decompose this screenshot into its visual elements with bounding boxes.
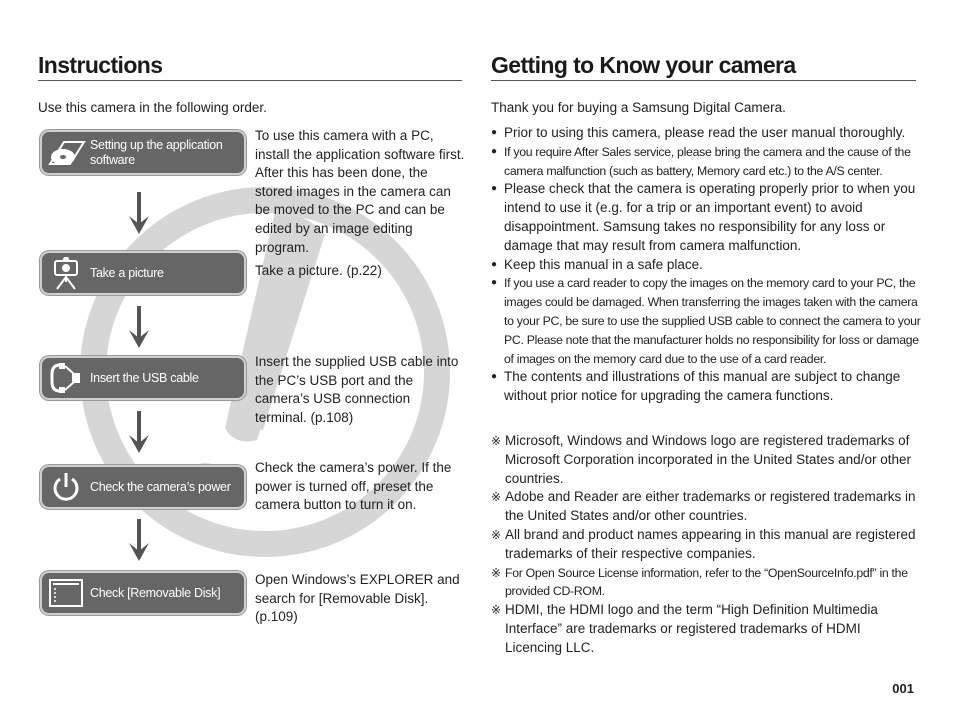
list-item: ● If you use a card reader to copy the images on the memory card to your PC, the images could be damaged. When transferring the images taken with the camera to your PC, be sure to use the supplied USB cable to connect the camera to your PC. Please note that the manufacturer holds no responsibility for loss or damage of images on the memory card due to the use of a card reader. (491, 274, 921, 368)
down-arrow-icon (129, 306, 149, 348)
power-icon (42, 465, 90, 509)
list-item: ※ Adobe and Reader are either trademarks or registered trademarks in the United States and/or other countries. (491, 488, 921, 526)
step-description: To use this camera with a PC, install the application software first. After this has been done, the stored images in the camera can be moved to the PC and can be edited by an image editing program. (255, 128, 465, 255)
camera-tripod-icon (42, 251, 90, 295)
step-description: Open Windows’s EXPLORER and search for [Removable Disk]. (p.109) (255, 572, 460, 625)
page-number: 001 (892, 681, 914, 696)
list-item: ● Prior to using this camera, please read the user manual thoroughly. (491, 124, 921, 143)
step-description: Insert the supplied USB cable into the PC’s USB port and the camera’s USB connection terminal. (p.108) (255, 354, 459, 425)
title-rule (491, 80, 916, 81)
precautions-list (491, 124, 921, 406)
step-take-picture (40, 251, 246, 295)
down-arrow-icon (129, 192, 149, 234)
instructions-intro: Use this camera in the following order. (38, 100, 267, 115)
step-check-removable-disk (40, 571, 246, 615)
step-insert-usb (40, 356, 246, 400)
step-label: Insert the USB cable (90, 370, 199, 385)
list-item: ● If you require After Sales service, please bring the camera and the cause of the camera malfunction (such as battery, Memory card etc.) to the A/S center. (491, 143, 921, 181)
list-item: ● Please check that the camera is operating properly prior to when you intend to use it (e.g. for a trip or an important event) to avoid disappointment. Samsung takes no responsibility for any loss or damage that may result from camera malfunction. (491, 180, 921, 255)
thank-you-intro: Thank you for buying a Samsung Digital Camera. (491, 100, 786, 115)
down-arrow-icon (129, 519, 149, 561)
trademark-notes (491, 432, 921, 658)
list-item: ※ All brand and product names appearing in this manual are registered trademarks of their respective companies. (491, 526, 921, 564)
step-check-power (40, 465, 246, 509)
removable-disk-icon (42, 571, 90, 615)
list-item: ※ HDMI, the HDMI logo and the term “High Definition Multimedia Interface” are trademarks or registered trademarks of HDMI Licencing LLC. (491, 601, 921, 657)
down-arrow-icon (129, 411, 149, 453)
list-item: ※ For Open Source License information, refer to the “OpenSourceInfo.pdf” in the provided CD-ROM. (491, 564, 921, 602)
list-item: ● The contents and illustrations of this manual are subject to change without prior notice for upgrading the camera functions. (491, 368, 921, 406)
step-label: Check the camera’s power (90, 479, 231, 494)
step-description: Take a picture. (p.22) (255, 263, 382, 278)
step-description: Check the camera’s power. If the power is turned off, preset the camera button to turn it on. (255, 460, 452, 513)
getting-to-know-title: Getting to Know your camera (491, 52, 796, 78)
list-item: ● Keep this manual in a safe place. (491, 256, 921, 275)
step-setup-software (40, 130, 246, 175)
step-label: Check [Removable Disk] (90, 585, 221, 600)
instructions-title: Instructions (38, 52, 163, 78)
step-label: Setting up the application software (90, 137, 223, 167)
cd-disc-icon (42, 131, 90, 175)
usb-cable-icon (42, 356, 90, 400)
step-label: Take a picture (90, 265, 164, 280)
list-item: ※ Microsoft, Windows and Windows logo are registered trademarks of Microsoft Corporation incorporated in the United States and/or other countries. (491, 432, 921, 488)
title-rule (38, 80, 462, 81)
